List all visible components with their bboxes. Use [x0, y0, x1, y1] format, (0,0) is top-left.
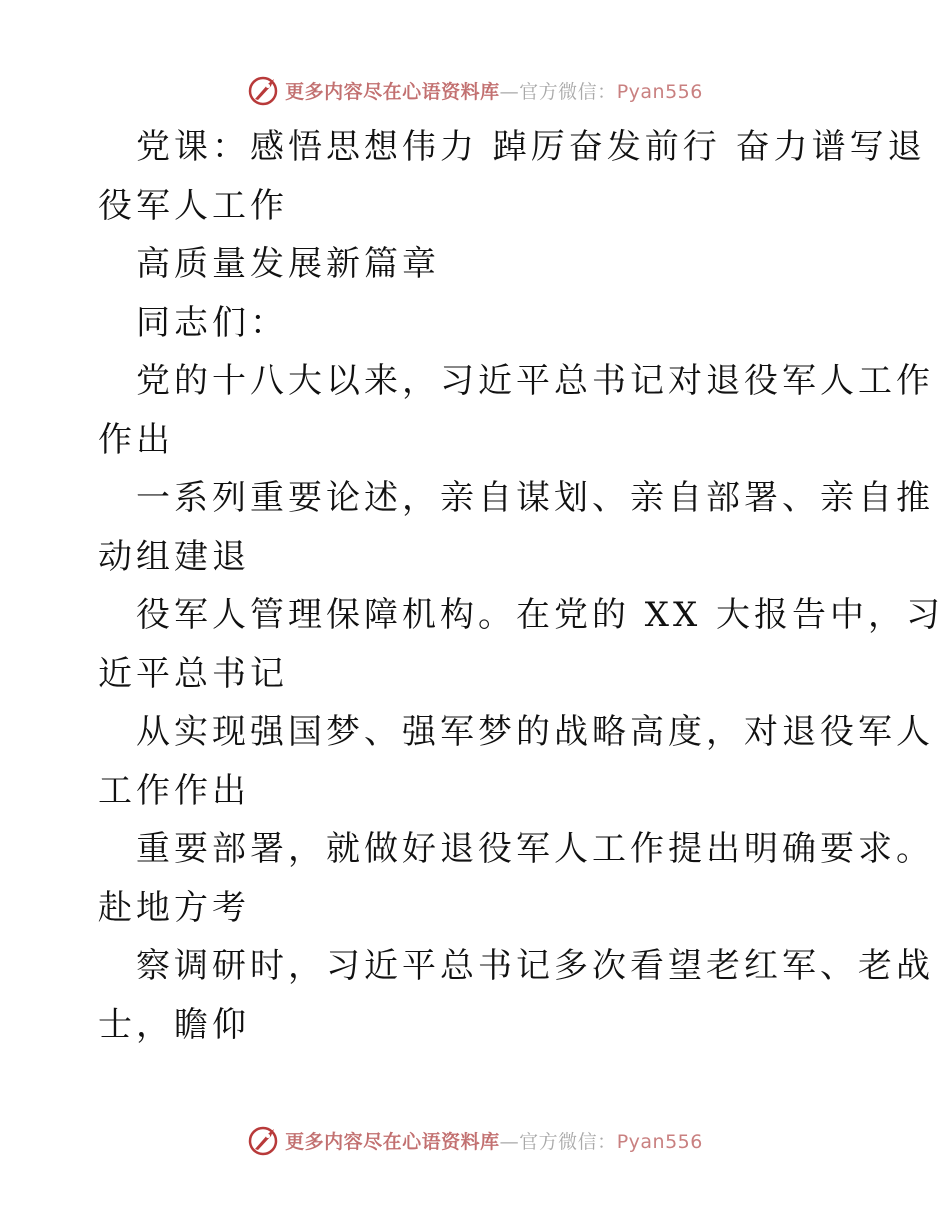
document-body [98, 118, 945, 1054]
doc-line: 工作作出 [98, 770, 250, 811]
doc-line: 役军人管理保障机构。在党的 XX 大报告中，习 [136, 595, 945, 635]
header-watermark-banner [0, 70, 950, 110]
pen-nib-logo-icon [247, 1123, 281, 1157]
doc-line: 作出 [98, 419, 174, 460]
doc-line: 党课：感悟思想伟力 踔厉奋发前行 奋力谱写退 [136, 127, 926, 167]
doc-line: 一系列重要论述，亲自谋划、亲自部署、亲自推 [136, 478, 934, 518]
doc-line: 从实现强国梦、强军梦的战略高度，对退役军人 [136, 712, 934, 752]
banner-brand-text: 更多内容尽在心语资料库 [285, 1130, 500, 1153]
banner-wechat-label: 官方微信： [519, 1130, 617, 1153]
doc-line: 役军人工作 [98, 185, 288, 226]
doc-line: 动组建退 [98, 536, 250, 577]
footer-watermark-banner [0, 1120, 950, 1160]
doc-line: 重要部署，就做好退役军人工作提出明确要求。 [136, 829, 934, 869]
doc-line: 高质量发展新篇章 [136, 244, 440, 284]
doc-line: 同志们： [136, 302, 288, 343]
doc-line: 赴地方考 [98, 887, 250, 928]
banner-wechat-id: Pyan556 [616, 80, 703, 103]
banner-wechat-label: 官方微信： [519, 80, 617, 103]
banner-brand-text: 更多内容尽在心语资料库 [285, 80, 500, 103]
banner-separator: — [499, 1130, 520, 1153]
banner-wechat-id: Pyan556 [616, 1130, 703, 1153]
pen-nib-logo-icon [247, 73, 281, 107]
doc-line: 党的十八大以来，习近平总书记对退役军人工作 [136, 361, 934, 401]
doc-line: 近平总书记 [98, 653, 288, 694]
banner-separator: — [499, 80, 520, 103]
doc-line: 察调研时，习近平总书记多次看望老红军、老战 [136, 946, 934, 986]
doc-line: 士，瞻仰 [98, 1004, 250, 1045]
